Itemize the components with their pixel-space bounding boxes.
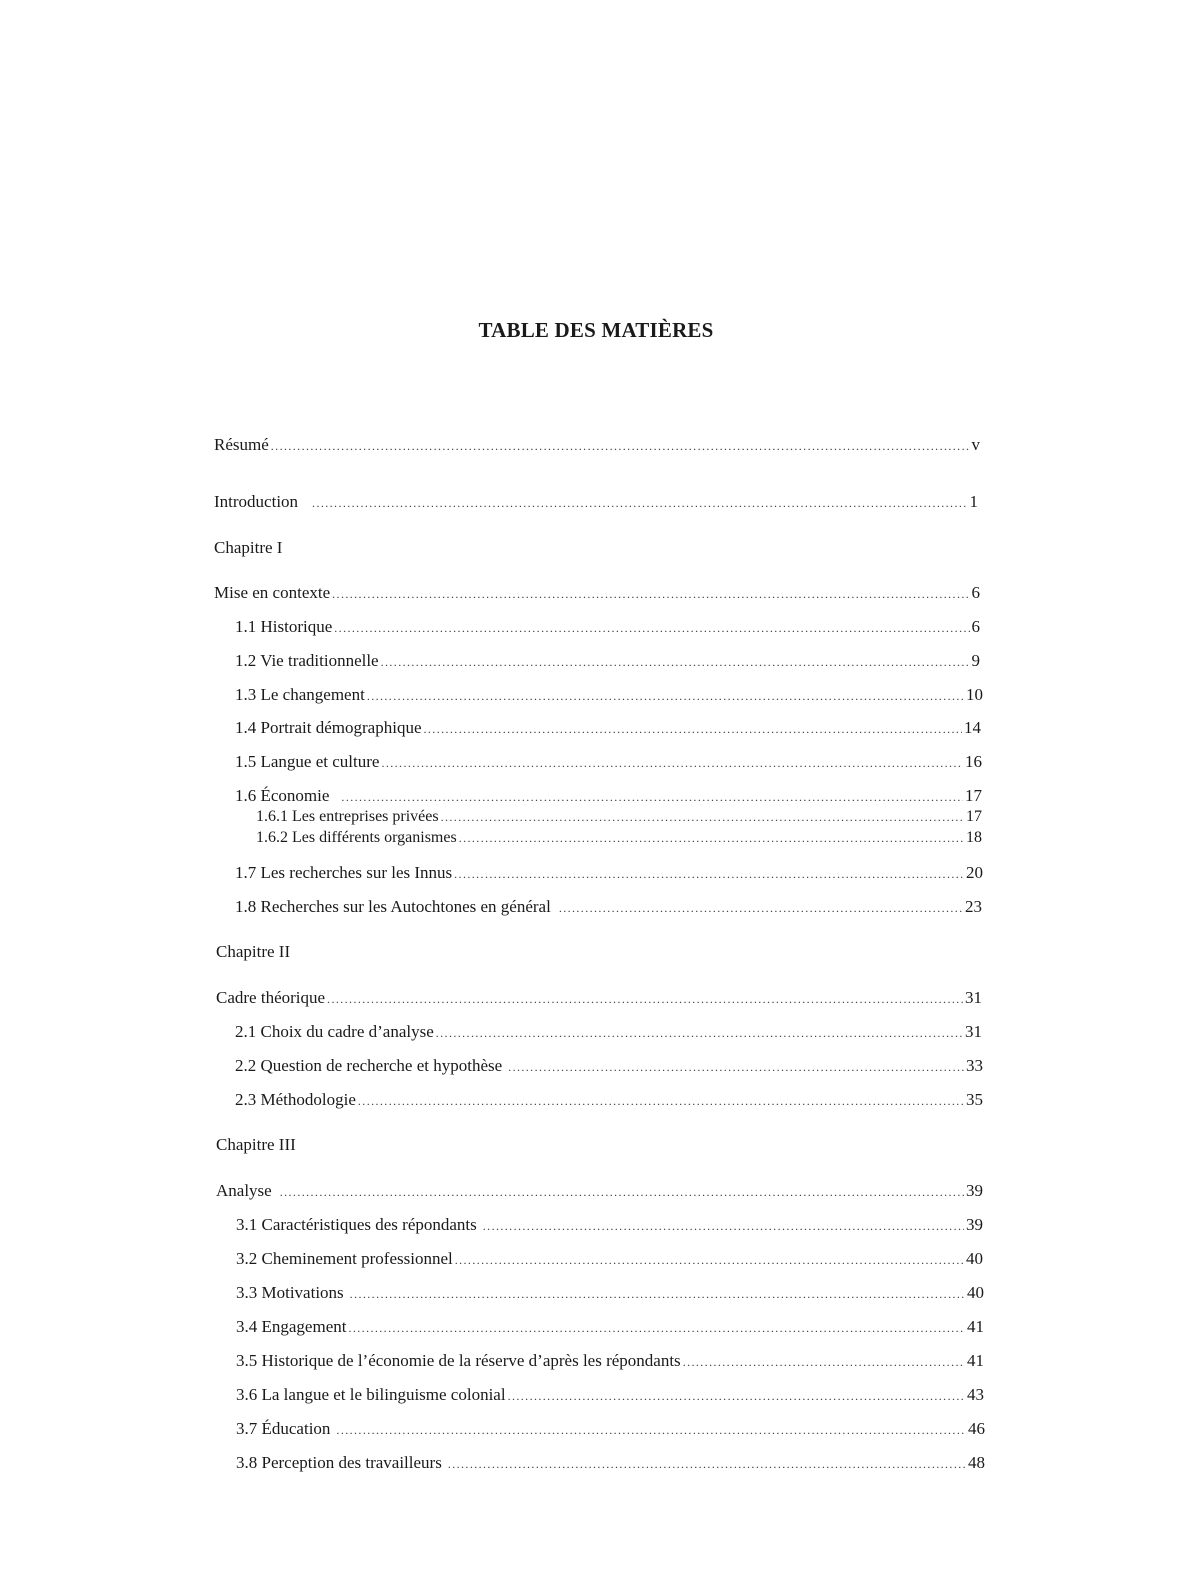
toc-entry-label: 2.2 Question de recherche et hypothèse bbox=[235, 1056, 503, 1075]
toc-entry-label: 2.3 Méthodologie bbox=[235, 1090, 356, 1109]
toc-entry-label: 1.8 Recherches sur les Autochtones en général bbox=[235, 897, 551, 916]
chapter-heading-3: Chapitre III bbox=[216, 1135, 296, 1154]
dot-leader bbox=[381, 651, 970, 673]
toc-entry-2-2 bbox=[235, 1055, 983, 1078]
dot-leader bbox=[348, 1317, 965, 1339]
toc-entry-page: 41 bbox=[967, 1351, 984, 1370]
page-title: TABLE DES MATIÈRES bbox=[478, 318, 714, 342]
toc-entry-3-5 bbox=[236, 1350, 984, 1373]
toc-entry-3-6 bbox=[236, 1384, 984, 1407]
toc-entry-1-4 bbox=[235, 717, 981, 740]
toc-entry-2-3 bbox=[235, 1089, 983, 1112]
dot-leader bbox=[455, 1249, 964, 1271]
toc-entry-3-4 bbox=[236, 1316, 984, 1339]
toc-entry-label: Introduction bbox=[214, 492, 299, 511]
dot-leader bbox=[336, 1419, 966, 1441]
toc-entry-page: 6 bbox=[971, 617, 980, 636]
dot-leader bbox=[327, 988, 963, 1010]
toc-entry-label: 1.1 Historique bbox=[235, 617, 333, 636]
toc-entry-3-1 bbox=[236, 1214, 983, 1237]
toc-entry-label: 3.8 Perception des travailleurs bbox=[236, 1453, 442, 1472]
toc-entry-label: Analyse bbox=[216, 1181, 272, 1200]
toc-entry-cadre-theorique bbox=[216, 987, 982, 1010]
toc-entry-page: 39 bbox=[966, 1181, 983, 1200]
toc-entry-1-6 bbox=[235, 785, 982, 808]
toc-entry-page: 41 bbox=[967, 1317, 984, 1336]
toc-entry-page: 18 bbox=[966, 829, 982, 846]
toc-entry-page: 9 bbox=[971, 651, 980, 670]
toc-entry-label: Cadre théorique bbox=[216, 988, 326, 1007]
toc-entry-label: Résumé bbox=[214, 435, 269, 454]
dot-leader bbox=[358, 1090, 964, 1112]
toc-entry-2-1 bbox=[235, 1021, 982, 1044]
toc-entry-label: 3.3 Motivations bbox=[236, 1283, 344, 1302]
dot-leader bbox=[559, 897, 963, 919]
toc-entry-page: 31 bbox=[965, 1022, 982, 1041]
toc-entry-resume bbox=[214, 434, 980, 457]
toc-entry-label: 3.1 Caractéristiques des répondants bbox=[236, 1215, 477, 1234]
dot-leader bbox=[508, 1056, 964, 1078]
toc-entry-page: 35 bbox=[966, 1090, 983, 1109]
dot-leader bbox=[350, 1283, 965, 1305]
toc-entry-3-2 bbox=[236, 1248, 983, 1271]
toc-entry-page: 1 bbox=[969, 492, 978, 511]
dot-leader bbox=[683, 1351, 965, 1373]
toc-entry-label: 1.6 Économie bbox=[235, 786, 330, 805]
toc-entry-1-3 bbox=[235, 684, 983, 707]
dot-leader bbox=[436, 1022, 963, 1044]
dot-leader bbox=[271, 435, 970, 457]
toc-entry-page: 46 bbox=[968, 1419, 985, 1438]
toc-entry-label: 1.2 Vie traditionnelle bbox=[235, 651, 379, 670]
toc-entry-label: 1.5 Langue et culture bbox=[235, 752, 380, 771]
dot-leader bbox=[483, 1215, 964, 1237]
toc-entry-label: 3.7 Éducation bbox=[236, 1419, 331, 1438]
toc-entry-label: 2.1 Choix du cadre d’analyse bbox=[235, 1022, 434, 1041]
chapter-heading-2: Chapitre II bbox=[216, 942, 291, 961]
toc-entry-page: 17 bbox=[965, 786, 982, 805]
toc-entry-1-2 bbox=[235, 650, 980, 673]
toc-entry-page: 17 bbox=[966, 808, 982, 825]
toc-entry-page: 16 bbox=[965, 752, 982, 771]
toc-entry-3-3 bbox=[236, 1282, 984, 1305]
dot-leader bbox=[441, 807, 964, 827]
toc-entry-page: 40 bbox=[966, 1249, 983, 1268]
toc-entry-page: 43 bbox=[967, 1385, 984, 1404]
toc-entry-page: 31 bbox=[965, 988, 982, 1007]
toc-entry-label: 3.6 La langue et le bilinguisme colonial bbox=[236, 1385, 506, 1404]
toc-entry-3-7 bbox=[236, 1418, 985, 1441]
toc-entry-label: 3.2 Cheminement professionnel bbox=[236, 1249, 453, 1268]
toc-entry-page: 39 bbox=[966, 1215, 983, 1234]
dot-leader bbox=[312, 492, 967, 514]
toc-entry-analyse bbox=[216, 1180, 983, 1203]
toc-entry-introduction bbox=[214, 491, 978, 514]
toc-entry-label: 1.4 Portrait démographique bbox=[235, 718, 422, 737]
toc-entry-mise-en-contexte bbox=[214, 582, 980, 605]
toc-entry-label: 3.4 Engagement bbox=[236, 1317, 347, 1336]
toc-entry-1-8 bbox=[235, 896, 982, 919]
toc-entry-1-6-1 bbox=[256, 807, 982, 827]
toc-entry-page: 14 bbox=[964, 718, 981, 737]
toc-entry-page: 10 bbox=[966, 685, 983, 704]
dot-leader bbox=[459, 828, 964, 848]
toc-entry-page: 6 bbox=[971, 583, 980, 602]
toc-entry-page: 48 bbox=[968, 1453, 985, 1472]
dot-leader bbox=[280, 1181, 964, 1203]
toc-entry-label: Mise en contexte bbox=[214, 583, 331, 602]
toc-entry-1-5 bbox=[235, 751, 982, 774]
toc-entry-page: 20 bbox=[966, 863, 983, 882]
toc-entry-label: 1.6.2 Les différents organismes bbox=[256, 829, 457, 846]
dot-leader bbox=[367, 685, 964, 707]
toc-entry-1-1 bbox=[235, 616, 980, 639]
dot-leader bbox=[448, 1453, 966, 1475]
toc-entry-page: v bbox=[971, 435, 980, 454]
dot-leader bbox=[332, 583, 969, 605]
dot-leader bbox=[424, 718, 963, 740]
toc-entry-label: 3.5 Historique de l’économie de la réserve d’après les répondants bbox=[236, 1351, 681, 1370]
dot-leader bbox=[508, 1385, 965, 1407]
toc-entry-page: 33 bbox=[966, 1056, 983, 1075]
toc-entry-1-7 bbox=[235, 862, 983, 885]
dot-leader bbox=[341, 786, 963, 808]
dot-leader bbox=[381, 752, 963, 774]
toc-entry-page: 23 bbox=[965, 897, 982, 916]
toc-entry-label: 1.7 Les recherches sur les Innus bbox=[235, 863, 453, 882]
chapter-heading-1: Chapitre I bbox=[214, 538, 283, 557]
toc-entry-3-8 bbox=[236, 1452, 985, 1475]
dot-leader bbox=[334, 617, 969, 639]
toc-entry-label: 1.3 Le changement bbox=[235, 685, 365, 704]
toc-entry-1-6-2 bbox=[256, 828, 982, 848]
toc-entry-label: 1.6.1 Les entreprises privées bbox=[256, 808, 439, 825]
toc-entry-page: 40 bbox=[967, 1283, 984, 1302]
dot-leader bbox=[454, 863, 964, 885]
